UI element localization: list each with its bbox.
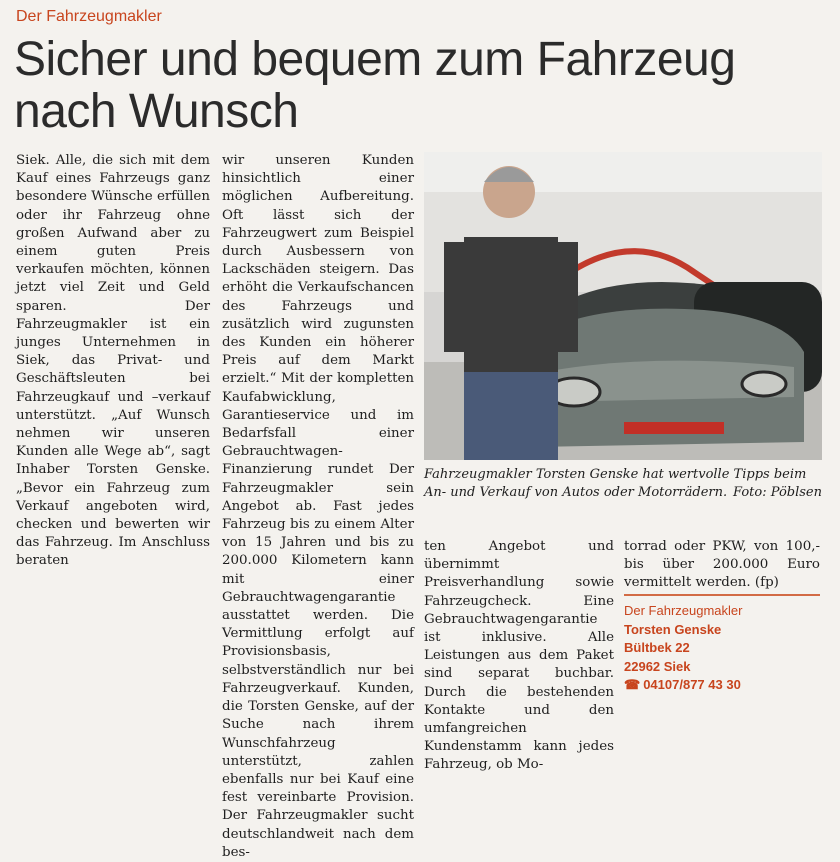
- contact-street: Bültbek 22: [624, 640, 690, 655]
- contact-box: [624, 594, 820, 695]
- article-column-2: wir unseren Kunden hinsichtlich einer möglichen Aufbereitung. Oft lässt sich der Fahrzeugwert zum Beispiel durch Ausbessern von Lackschäden steigern. Das erhöht die Verkaufschancen des Fahrzeugs und zusätzlich wird zugunsten des Kunden ein höherer Preis auf dem Markt erzielt.“ Mit der kompletten Kaufabwicklung, Garantieservice und im Bedarfsfall einer Gebrauchtwagen-Finanzierung rundet Der Fahrzeugmakler sein Angebot ab. Fast jedes Fahrzeug bis zu einem Alter von 15 Jahren und bis zu 200.000 Kilometern kann mit einer Gebrauchtwagengarantie ausstattet werden. Die Vermittlung erfolgt auf Provisionsbasis, selbstverständlich nur bei Fahrzeugverkauf. Kunden, die Torsten Genske, auf der Suche nach ihrem Wunschfahrzeug unterstützt, zahlen ebenfalls nur bei Kauf eine fest vereinbarte Provision. Der Fahrzeugmakler sucht deutschlandweit nach dem bes-: [222, 153, 414, 860]
- contact-phone-line: [624, 676, 820, 695]
- headline: Sicher und bequem zum Fahrzeug nach Wunsch: [14, 33, 736, 138]
- article-column-3: ten Angebot und übernimmt Preisverhandlung sowie Fahrzeugcheck. Eine Gebrauchtwagengarantie ist inklusive. Alle Leistungen aus dem Paket sind separat buchbar. Durch die bestehenden Kontakte und den umfangreichen Kundenstamm kann jedes Fahrzeug, ob Mo-: [424, 539, 614, 773]
- article-column-1: Siek. Alle, die sich mit dem Kauf eines Fahrzeugs ganz besondere Wünsche erfüllen oder ihr Fahrzeug ohne großen Aufwand aber zu einem guten Preis verkaufen möchten, können jetzt viel Zeit und Geld sparen. Der Fahrzeugmakler ist ein junges Unternehmen in Siek, das Privat- und Geschäftsleuten bei Fahrzeugkauf und –verkauf unterstützt. „Auf Wunsch nehmen wir unseren Kunden alle Wege ab“, sagt Inhaber Torsten Genske. „Bevor ein Fahrzeug zum Verkauf angeboten wird, checken und bewerten wir das Fahrzeug. Im Anschluss beraten: [16, 153, 210, 569]
- photo: [424, 152, 822, 460]
- rubric: Der Fahrzeugmakler: [16, 8, 162, 25]
- phone-icon: ☎: [624, 677, 641, 692]
- photo-credit: Foto: Pöblsen: [733, 485, 822, 500]
- photo-caption: [424, 466, 822, 502]
- contact-city: 22962 Siek: [624, 658, 691, 674]
- caption-text: Fahrzeugmakler Torsten Genske hat wertvolle Tipps beim An- und Verkauf von Autos oder Motorrädern.: [424, 467, 807, 500]
- article-column-4: torrad oder PKW, von 100,- bis über 200.000 Euro vermittelt werden. (fp): [624, 539, 820, 591]
- contact-phone: 04107/877 43 30: [643, 677, 741, 692]
- contact-name: Torsten Genske: [624, 621, 722, 637]
- contact-company: Der Fahrzeugmakler: [624, 603, 743, 618]
